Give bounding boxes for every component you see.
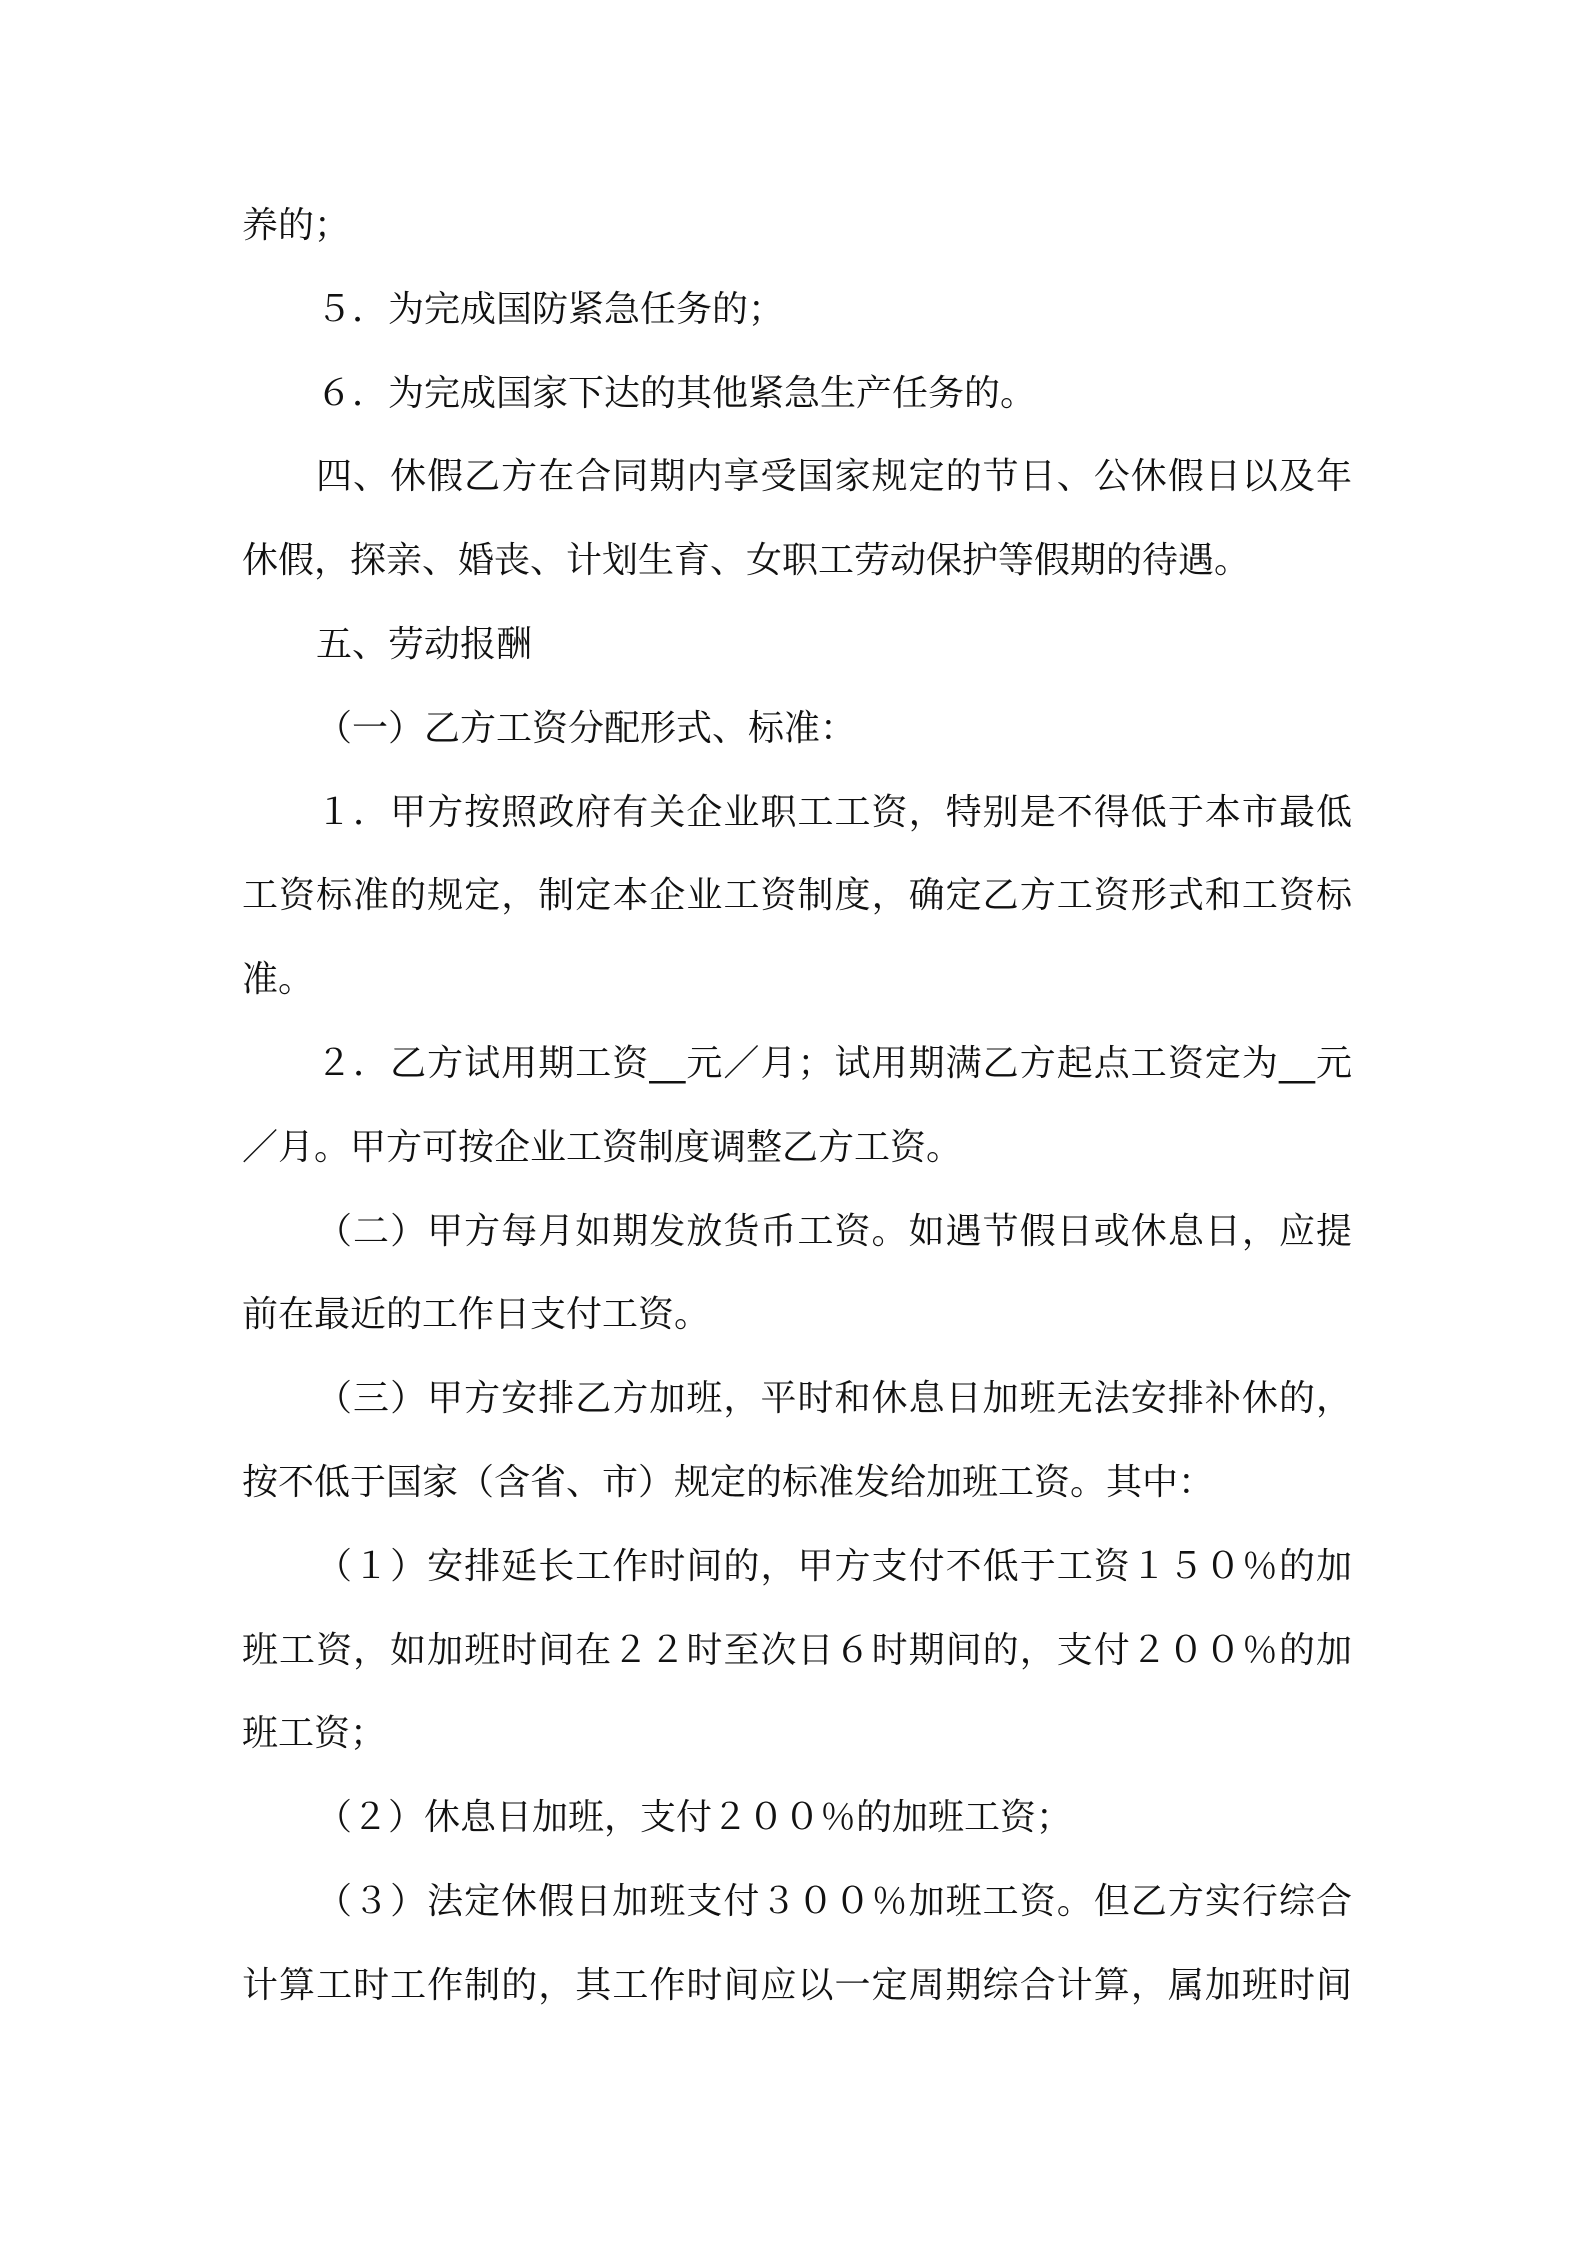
- paragraph: [242, 771, 1352, 1022]
- section-heading: [242, 603, 1352, 687]
- text-line: ５．为完成国防紧急任务的；: [316, 288, 785, 330]
- paragraph: [242, 435, 1352, 603]
- document-body: [242, 184, 1352, 2028]
- paragraph: [242, 352, 1352, 436]
- text-line: （２）休息日加班，支付２００％的加班工资；: [316, 1797, 1073, 1839]
- text-line: 四、休假乙方在合同期内享受国家规定的节日、公休假日以及年: [316, 456, 1352, 498]
- paragraph: [242, 1860, 1352, 2028]
- text-line: 按不低于国家（含省、市）规定的标准发给加班工资。其中：: [242, 1461, 1215, 1503]
- subsection-heading: [242, 687, 1352, 771]
- text-line: 休假，探亲、婚丧、计划生育、女职工劳动保护等假期的待遇。: [242, 540, 1251, 582]
- text-line: 班工资，如加班时间在２２时至次日６时期间的，支付２００％的加: [242, 1629, 1352, 1671]
- text-line: １．甲方按照政府有关企业职工工资，特别是不得低于本市最低: [316, 791, 1352, 833]
- paragraph: [242, 1022, 1352, 1190]
- text-line: 养的；: [242, 205, 351, 246]
- text-line: （二）甲方每月如期发放货币工资。如遇节假日或休息日，应提: [316, 1210, 1352, 1252]
- text-line: ／月。甲方可按企业工资制度调整乙方工资。: [242, 1126, 963, 1168]
- text-line: ２．乙方试用期工资__元／月；试用期满乙方起点工资定为__元: [316, 1042, 1352, 1084]
- text-line: 五、劳动报酬: [316, 623, 533, 665]
- paragraph: [242, 184, 1352, 268]
- text-line: （三）甲方安排乙方加班，平时和休息日加班无法安排补休的，: [316, 1378, 1352, 1420]
- text-line: （１）安排延长工作时间的，甲方支付不低于工资１５０％的加: [316, 1545, 1352, 1587]
- paragraph: [242, 1525, 1352, 1776]
- text-line: 工资标准的规定，制定本企业工资制度，确定乙方工资形式和工资标: [242, 875, 1352, 917]
- text-line: 班工资；: [242, 1713, 387, 1755]
- text-line: （一）乙方工资分配形式、标准：: [316, 707, 857, 749]
- text-line: ６．为完成国家下达的其他紧急生产任务的。: [316, 372, 1037, 414]
- text-line: 计算工时工作制的，其工作时间应以一定周期综合计算，属加班时间: [242, 1964, 1352, 2006]
- paragraph: [242, 268, 1352, 352]
- text-line: （３）法定休假日加班支付３００％加班工资。但乙方实行综合: [316, 1880, 1352, 1922]
- paragraph: [242, 1190, 1352, 1358]
- paragraph: [242, 1776, 1352, 1860]
- text-line: 准。: [242, 959, 315, 1001]
- text-line: 前在最近的工作日支付工资。: [242, 1294, 711, 1336]
- paragraph: [242, 1357, 1352, 1525]
